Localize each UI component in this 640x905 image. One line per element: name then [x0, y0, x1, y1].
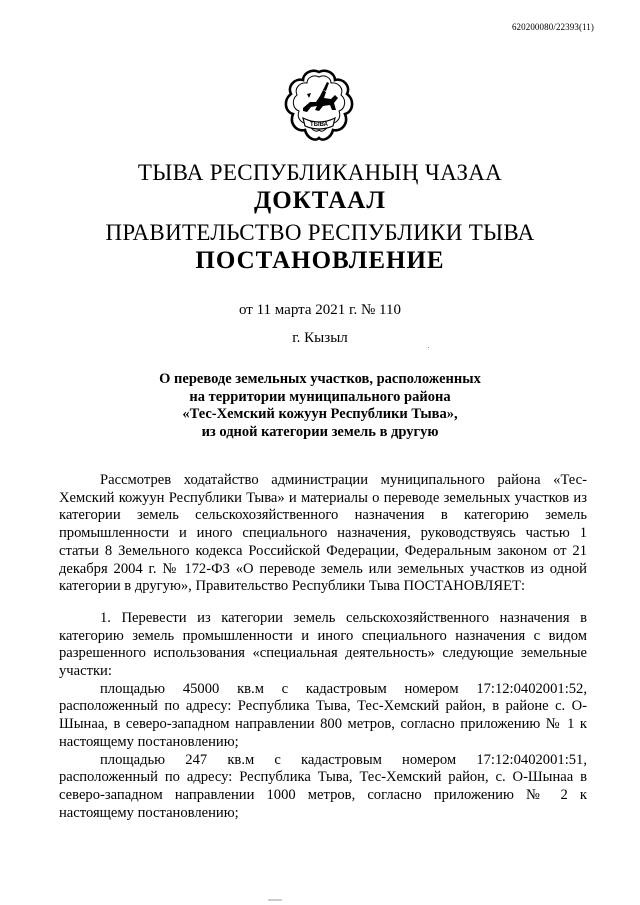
scan-speck [428, 347, 429, 348]
title-line: «Тес-Хемский кожуун Республики Тыва», [182, 406, 458, 422]
clause-1-paragraph: 1. Перевести из категории земель сельскохозяйственного назначения в категорию земель промышленности и иного специального назначения с видом разрешенного использования «специальная деятельность» следующие земельные участки: [59, 609, 587, 680]
document-city: г. Кызыл [292, 330, 348, 346]
title-line: на территории муниципального района [189, 388, 451, 405]
russian-government-heading: ПРАВИТЕЛЬСТВО РЕСПУБЛИКИ ТЫВА [105, 220, 535, 245]
document-code: 620200080/22393(11) [511, 22, 594, 32]
title-line: из одной категории земель в другую [201, 423, 439, 440]
title-line: О переводе земельных участков, расположенных [159, 371, 481, 387]
tuvan-government-heading: ТЫВА РЕСПУБЛИКАНЫҢ ЧАЗАА [137, 160, 503, 185]
document-title [100, 371, 540, 441]
document-date-number: от 11 марта 2021 г. № 110 [238, 302, 401, 318]
russian-doc-type-heading: ПОСТАНОВЛЕНИЕ [195, 247, 445, 274]
document-body [59, 472, 587, 822]
tuvan-doc-type-heading: ДОКТААЛ [254, 187, 386, 214]
preamble-paragraph: Рассмотрев ходатайство администрации муниципального района «Тес-Хемский кожуун Республики Тыва» и материалы о переводе земельных участков из категории земель сельскохозяйственного назначения в категорию земель промышленности и иного специального назначения, руководствуясь частью 1 статьи 8 Земельного кодекса Российской Федерации, Федеральным законом от 21 декабря 2004 г. № 172-ФЗ «О переводе земель или земельных участков из одной категории в другую», Правительство Республики Тыва ПОСТАНОВЛЯЕТ: [59, 472, 587, 595]
land-plot-2-paragraph: площадью 247 кв.м с кадастровым номером 17:12:0402001:51, расположенный по адресу: Республика Тыва, Тес-Хемский район, с. О-Шынаа в северо-западном направлении 1000 метров, согласно приложению № 2 к настоящему постановлению; [59, 751, 587, 821]
land-plot-1-paragraph: площадью 45000 кв.м с кадастровым номером 17:12:0402001:52, расположенный по адресу: Республика Тыва, Тес-Хемский район, в районе с. О-Шынаа, в северо-западном направлении 800 метров, согласно приложению № 1 к настоящему постановлению; [59, 680, 587, 750]
scan-speck [268, 899, 282, 901]
emblem-ribbon-text: ТЫВА [310, 122, 328, 128]
tuva-coat-of-arms-icon [283, 68, 355, 144]
